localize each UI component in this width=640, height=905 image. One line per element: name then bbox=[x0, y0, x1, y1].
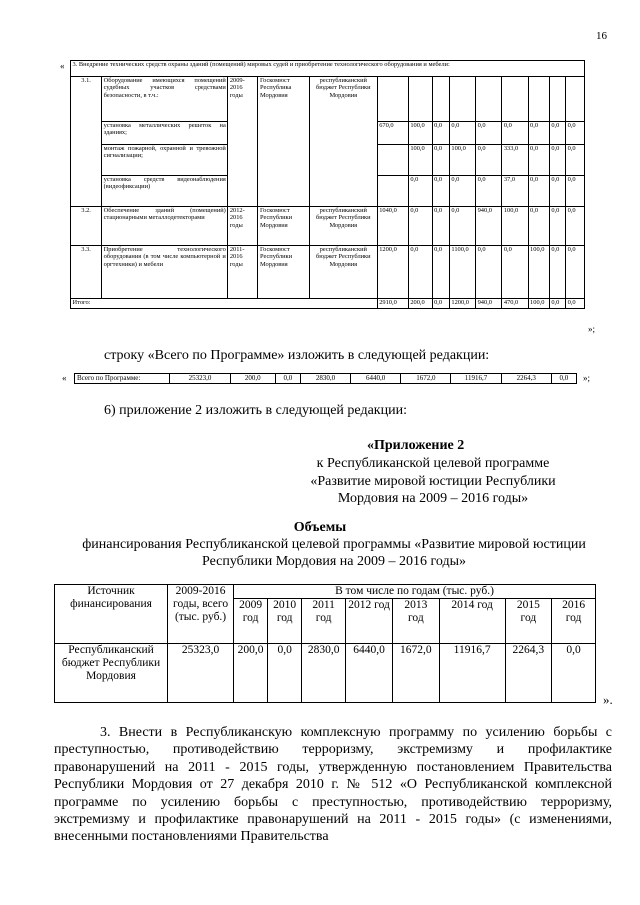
cell bbox=[377, 145, 408, 176]
cell: 1672,0 bbox=[401, 374, 451, 384]
cell: 0,0 bbox=[449, 176, 475, 207]
cell: 25323,0 bbox=[168, 644, 234, 703]
heading-subtitle bbox=[54, 536, 614, 570]
row-name: установка средств видеонаблюдения (видеофиксации) bbox=[102, 176, 228, 207]
cell: 1672,0 bbox=[393, 644, 440, 703]
cell: 940,0 bbox=[476, 299, 502, 309]
header-year: 2010 год bbox=[268, 599, 302, 644]
cell: 200,0 bbox=[234, 644, 268, 703]
cell: 11916,7 bbox=[451, 374, 501, 384]
appendix-line: к Республиканской целевой программе bbox=[316, 456, 550, 471]
header-year: 2009 год bbox=[234, 599, 268, 644]
header-by-year: В том числе по годам (тыс. руб.) bbox=[234, 585, 596, 599]
cell: 333,0 bbox=[502, 145, 528, 176]
cell: 100,0 bbox=[528, 299, 549, 309]
cell: 0,0 bbox=[552, 644, 596, 703]
row-executor: Госкомюст Республики Мордовия bbox=[258, 207, 309, 246]
cell: 0,0 bbox=[432, 122, 449, 145]
cell: 100,0 bbox=[528, 246, 549, 299]
financing-table bbox=[54, 584, 596, 703]
row-period: 2012-2016 годы bbox=[228, 207, 258, 246]
row-number: 3.2. bbox=[71, 207, 102, 246]
cell: 100,0 bbox=[449, 145, 475, 176]
cell: 11916,7 bbox=[439, 644, 505, 703]
cell: 0,0 bbox=[432, 145, 449, 176]
cell: 0,0 bbox=[566, 145, 585, 176]
header-year: 2013 год bbox=[393, 599, 440, 644]
table-header-row bbox=[55, 585, 596, 599]
appendix-line: Мордовия на 2009 – 2016 годы» bbox=[337, 491, 529, 506]
header-source: Источник финансирования bbox=[55, 585, 168, 644]
paragraph-3: 3. Внести в Республиканскую комплексную программу по усилению борьбы с преступностью, противодействию терроризму, экстремизму и профилактике правонарушений на 2011 - 2015 годы, утвержденную постановлением Правительства Республики Мордовия от 27 декабря 2010 г. № 512 «О Республиканской комплексной программе по усилению борьбы с преступностью, противодействию терроризму, экстремизму и профилактике правонарушений на 2011 - 2015 годы» (с изменениями, внесенными постановлениями Правительства bbox=[54, 725, 612, 845]
cell: 0,0 bbox=[432, 176, 449, 207]
cell: 0,0 bbox=[408, 207, 432, 246]
cell: 0,0 bbox=[449, 122, 475, 145]
cell: 1200,0 bbox=[449, 299, 475, 309]
cell: 0,0 bbox=[476, 145, 502, 176]
header-year: 2012 год bbox=[346, 599, 393, 644]
cell: 6440,0 bbox=[351, 374, 401, 384]
cell: 0,0 bbox=[408, 246, 432, 299]
row-name: Оборудование имеющихся помещений судебных участков средствами безопасности, в т.ч.: bbox=[102, 77, 228, 122]
cell: 0,0 bbox=[549, 145, 565, 176]
cell: 670,0 bbox=[377, 122, 408, 145]
cell: 2830,0 bbox=[302, 644, 346, 703]
row-name: Обеспечение зданий (помещений) стационарными металлодетекторами bbox=[102, 207, 228, 246]
cell: 0,0 bbox=[449, 207, 475, 246]
cell: 0,0 bbox=[566, 176, 585, 207]
heading-title: Объемы bbox=[293, 520, 347, 535]
table-row bbox=[71, 77, 585, 122]
header-year: 2014 год bbox=[439, 599, 505, 644]
row-source: республиканский бюджет Республики Мордовия bbox=[309, 77, 377, 207]
cell: 25323,0 bbox=[170, 374, 230, 384]
heading-line: финансирования Республиканской целевой программы «Развитие мировой юстиции bbox=[82, 537, 586, 552]
row-number: 3.1. bbox=[71, 77, 102, 207]
header-total: 2009-2016 годы, всего (тыс. руб.) bbox=[168, 585, 234, 644]
row-source: республиканский бюджет Республики Мордовия bbox=[309, 207, 377, 246]
row-name: установка металлических решеток на зданиях; bbox=[102, 122, 228, 145]
cell: 100,0 bbox=[408, 145, 432, 176]
table-row bbox=[75, 374, 577, 384]
heading-line: Республики Мордовия на 2009 – 2016 годы» bbox=[201, 554, 467, 569]
cell: 0,0 bbox=[432, 246, 449, 299]
appendix-subtitle bbox=[280, 455, 586, 508]
header-year: 2016 год bbox=[552, 599, 596, 644]
section3-title-row bbox=[71, 61, 585, 77]
cell: 0,0 bbox=[268, 644, 302, 703]
table-row bbox=[71, 246, 585, 299]
cell: 0,0 bbox=[549, 299, 565, 309]
cell bbox=[377, 176, 408, 207]
cell: 0,0 bbox=[566, 207, 585, 246]
header-year: 2011 год bbox=[302, 599, 346, 644]
cell: 0,0 bbox=[528, 176, 549, 207]
cell: 0,0 bbox=[566, 246, 585, 299]
cell: 1100,0 bbox=[449, 246, 475, 299]
cell: 37,0 bbox=[502, 176, 528, 207]
appendix-line: «Развитие мировой юстиции Республики bbox=[310, 473, 556, 489]
row-source: республиканский бюджет Республики Мордовия bbox=[309, 246, 377, 299]
cell: 0,0 bbox=[432, 207, 449, 246]
row-period: 2011-2016 годы bbox=[228, 246, 258, 299]
row-name: монтаж пожарной, охранной и тревожной сигнализации; bbox=[102, 145, 228, 176]
row-source: Республиканский бюджет Республики Мордовия bbox=[55, 644, 168, 703]
cell: 0,0 bbox=[549, 176, 565, 207]
cell: 0,0 bbox=[476, 122, 502, 145]
quote-close: »; bbox=[583, 373, 591, 383]
cell: 0,0 bbox=[566, 299, 585, 309]
cell: 2264,3 bbox=[501, 374, 551, 384]
cell: 470,0 bbox=[502, 299, 528, 309]
cell: 0,0 bbox=[275, 374, 300, 384]
row-period: 2009-2016 годы bbox=[228, 77, 258, 207]
instruction-line: строку «Всего по Программе» изложить в следующей редакции: bbox=[104, 348, 490, 363]
cell: 1200,0 bbox=[377, 246, 408, 299]
cell: 0,0 bbox=[551, 374, 576, 384]
row-executor: Госкомюст Республика Мордовия bbox=[258, 77, 309, 207]
cell: 200,0 bbox=[230, 374, 275, 384]
cell: 0,0 bbox=[432, 299, 449, 309]
quote-open: « bbox=[60, 61, 65, 71]
cell: 200,0 bbox=[408, 299, 432, 309]
row-number: 3.3. bbox=[71, 246, 102, 299]
section3-title: 3. Внедрение технических средств охраны зданий (помещений) мировых судей и приобретение технологического оборудования и мебели: bbox=[71, 61, 585, 77]
cell: 0,0 bbox=[476, 246, 502, 299]
table-row bbox=[55, 644, 596, 703]
cell: 0,0 bbox=[566, 122, 585, 145]
cell: 0,0 bbox=[408, 176, 432, 207]
cell: 6440,0 bbox=[346, 644, 393, 703]
cell: 0,0 bbox=[502, 122, 528, 145]
cell: 0,0 bbox=[549, 122, 565, 145]
cell: 100,0 bbox=[408, 122, 432, 145]
cell: 2910,0 bbox=[377, 299, 408, 309]
cell: 940,0 bbox=[476, 207, 502, 246]
total-row bbox=[71, 299, 585, 309]
table-row bbox=[71, 207, 585, 246]
cell: 0,0 bbox=[502, 246, 528, 299]
cell: 0,0 bbox=[549, 246, 565, 299]
row-name: Приобретение технологического оборудования (в том числе компьютерной и оргтехники) и мебели bbox=[102, 246, 228, 299]
appendix-title: «Приложение 2 bbox=[367, 438, 465, 453]
cell: 100,0 bbox=[502, 207, 528, 246]
row-executor: Госкомюст Республики Мордовия bbox=[258, 246, 309, 299]
cell: 1040,0 bbox=[377, 207, 408, 246]
row-label: Всего по Программе: bbox=[75, 374, 170, 384]
cell: 2830,0 bbox=[300, 374, 350, 384]
cell: 0,0 bbox=[549, 207, 565, 246]
total-label: Итого: bbox=[71, 299, 378, 309]
cell: 2264,3 bbox=[505, 644, 552, 703]
page-number: 16 bbox=[596, 30, 607, 42]
program-total-table bbox=[74, 373, 577, 384]
cell: 0,0 bbox=[528, 122, 549, 145]
cell: 0,0 bbox=[528, 207, 549, 246]
section3-table bbox=[70, 60, 585, 309]
cell: 0,0 bbox=[476, 176, 502, 207]
header-year: 2015 год bbox=[505, 599, 552, 644]
quote-open: « bbox=[62, 373, 67, 383]
quote-close: »; bbox=[588, 324, 596, 334]
cell: 0,0 bbox=[528, 145, 549, 176]
quote-close: ». bbox=[603, 692, 613, 707]
instruction-line: 6) приложение 2 изложить в следующей редакции: bbox=[104, 403, 407, 418]
